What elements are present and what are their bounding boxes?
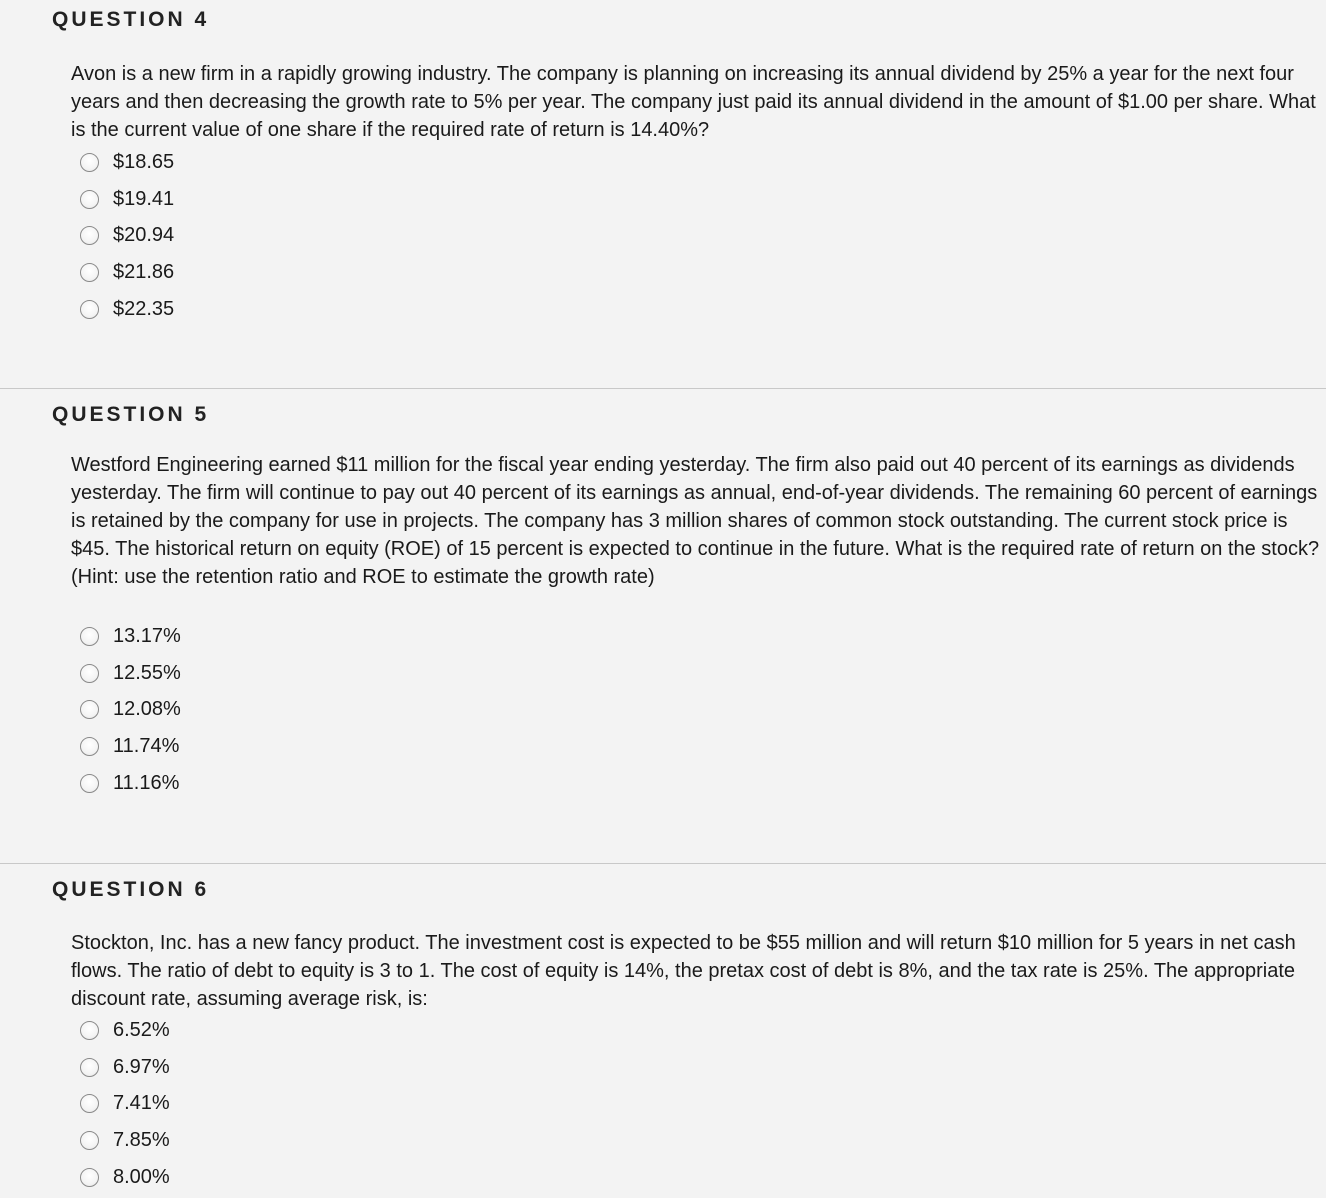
radio-button[interactable] [80, 226, 99, 245]
answer-option[interactable] [80, 691, 181, 728]
radio-button[interactable] [80, 1021, 99, 1040]
answer-option[interactable] [80, 1049, 170, 1086]
radio-button[interactable] [80, 263, 99, 282]
question-text: Avon is a new firm in a rapidly growing industry. The company is planning on increasing its annual dividend by 25% a year for the next four years and then decreasing the growth rate to 5% per year. The company just paid its annual dividend in the amount of $1.00 per share. What is the current value of one share if the required rate of return is 14.40%? [71, 63, 1316, 141]
answer-option[interactable] [80, 291, 174, 328]
question-header: QUESTION 4 [52, 8, 210, 31]
answer-option[interactable] [80, 181, 174, 218]
radio-button[interactable] [80, 774, 99, 793]
question-5 [0, 389, 1326, 863]
option-label: 7.41% [113, 1092, 170, 1115]
option-label: 7.85% [113, 1128, 170, 1151]
radio-button[interactable] [80, 1094, 99, 1113]
radio-button[interactable] [80, 1168, 99, 1187]
radio-button[interactable] [80, 1058, 99, 1077]
option-label: $19.41 [113, 187, 175, 210]
answer-option[interactable] [80, 144, 174, 181]
radio-button[interactable] [80, 153, 99, 172]
radio-button[interactable] [80, 664, 99, 683]
radio-button[interactable] [80, 627, 99, 646]
answer-option[interactable] [80, 1159, 170, 1196]
option-label: 6.97% [113, 1055, 170, 1078]
question-6 [0, 864, 1326, 1198]
question-header: QUESTION 5 [52, 403, 210, 426]
option-label: $20.94 [113, 224, 175, 247]
option-label: $21.86 [113, 260, 175, 283]
answer-option[interactable] [80, 217, 174, 254]
radio-button[interactable] [80, 190, 99, 209]
question-text: Stockton, Inc. has a new fancy product. The investment cost is expected to be $55 million and will return $10 million for 5 years in net cash flows. The ratio of debt to equity is 3 to 1. The cost of equity is 14%, the pretax cost of debt is 8%, and the tax rate is 25%. The appropriate discount rate, assuming average risk, is: [71, 932, 1296, 1010]
radio-button[interactable] [80, 1131, 99, 1150]
option-label: 8.00% [113, 1165, 170, 1188]
answer-options [80, 144, 174, 327]
answer-option[interactable] [80, 618, 181, 655]
option-label: 12.08% [113, 698, 181, 721]
radio-button[interactable] [80, 700, 99, 719]
answer-option[interactable] [80, 254, 174, 291]
answer-option[interactable] [80, 765, 181, 802]
option-label: $22.35 [113, 297, 175, 320]
option-label: 11.16% [113, 771, 180, 794]
question-text: Westford Engineering earned $11 million for the fiscal year ending yesterday. The firm also paid out 40 percent of its earnings as dividends yesterday. The firm will continue to pay out 40 percent of its earnings as annual, end-of-year dividends. The remaining 60 percent of earnings is retained by the company for use in projects. The company has 3 million shares of common stock outstanding. The current stock price is $45. The historical return on equity (ROE) of 15 percent is expected to continue in the future. What is the required rate of return on the stock? (Hint: use the retention ratio and ROE to estimate the growth rate) [71, 454, 1320, 588]
option-label: 13.17% [113, 624, 181, 647]
radio-button[interactable] [80, 300, 99, 319]
question-4 [0, 0, 1326, 388]
answer-option[interactable] [80, 1012, 170, 1049]
option-label: 6.52% [113, 1018, 170, 1041]
answer-options [80, 1012, 170, 1195]
answer-options [80, 618, 181, 801]
answer-option[interactable] [80, 1085, 170, 1122]
answer-option[interactable] [80, 728, 181, 765]
option-label: 12.55% [113, 661, 181, 684]
answer-option[interactable] [80, 655, 181, 692]
question-header: QUESTION 6 [52, 878, 210, 901]
radio-button[interactable] [80, 737, 99, 756]
option-label: 11.74% [113, 734, 180, 757]
option-label: $18.65 [113, 150, 175, 173]
answer-option[interactable] [80, 1122, 170, 1159]
